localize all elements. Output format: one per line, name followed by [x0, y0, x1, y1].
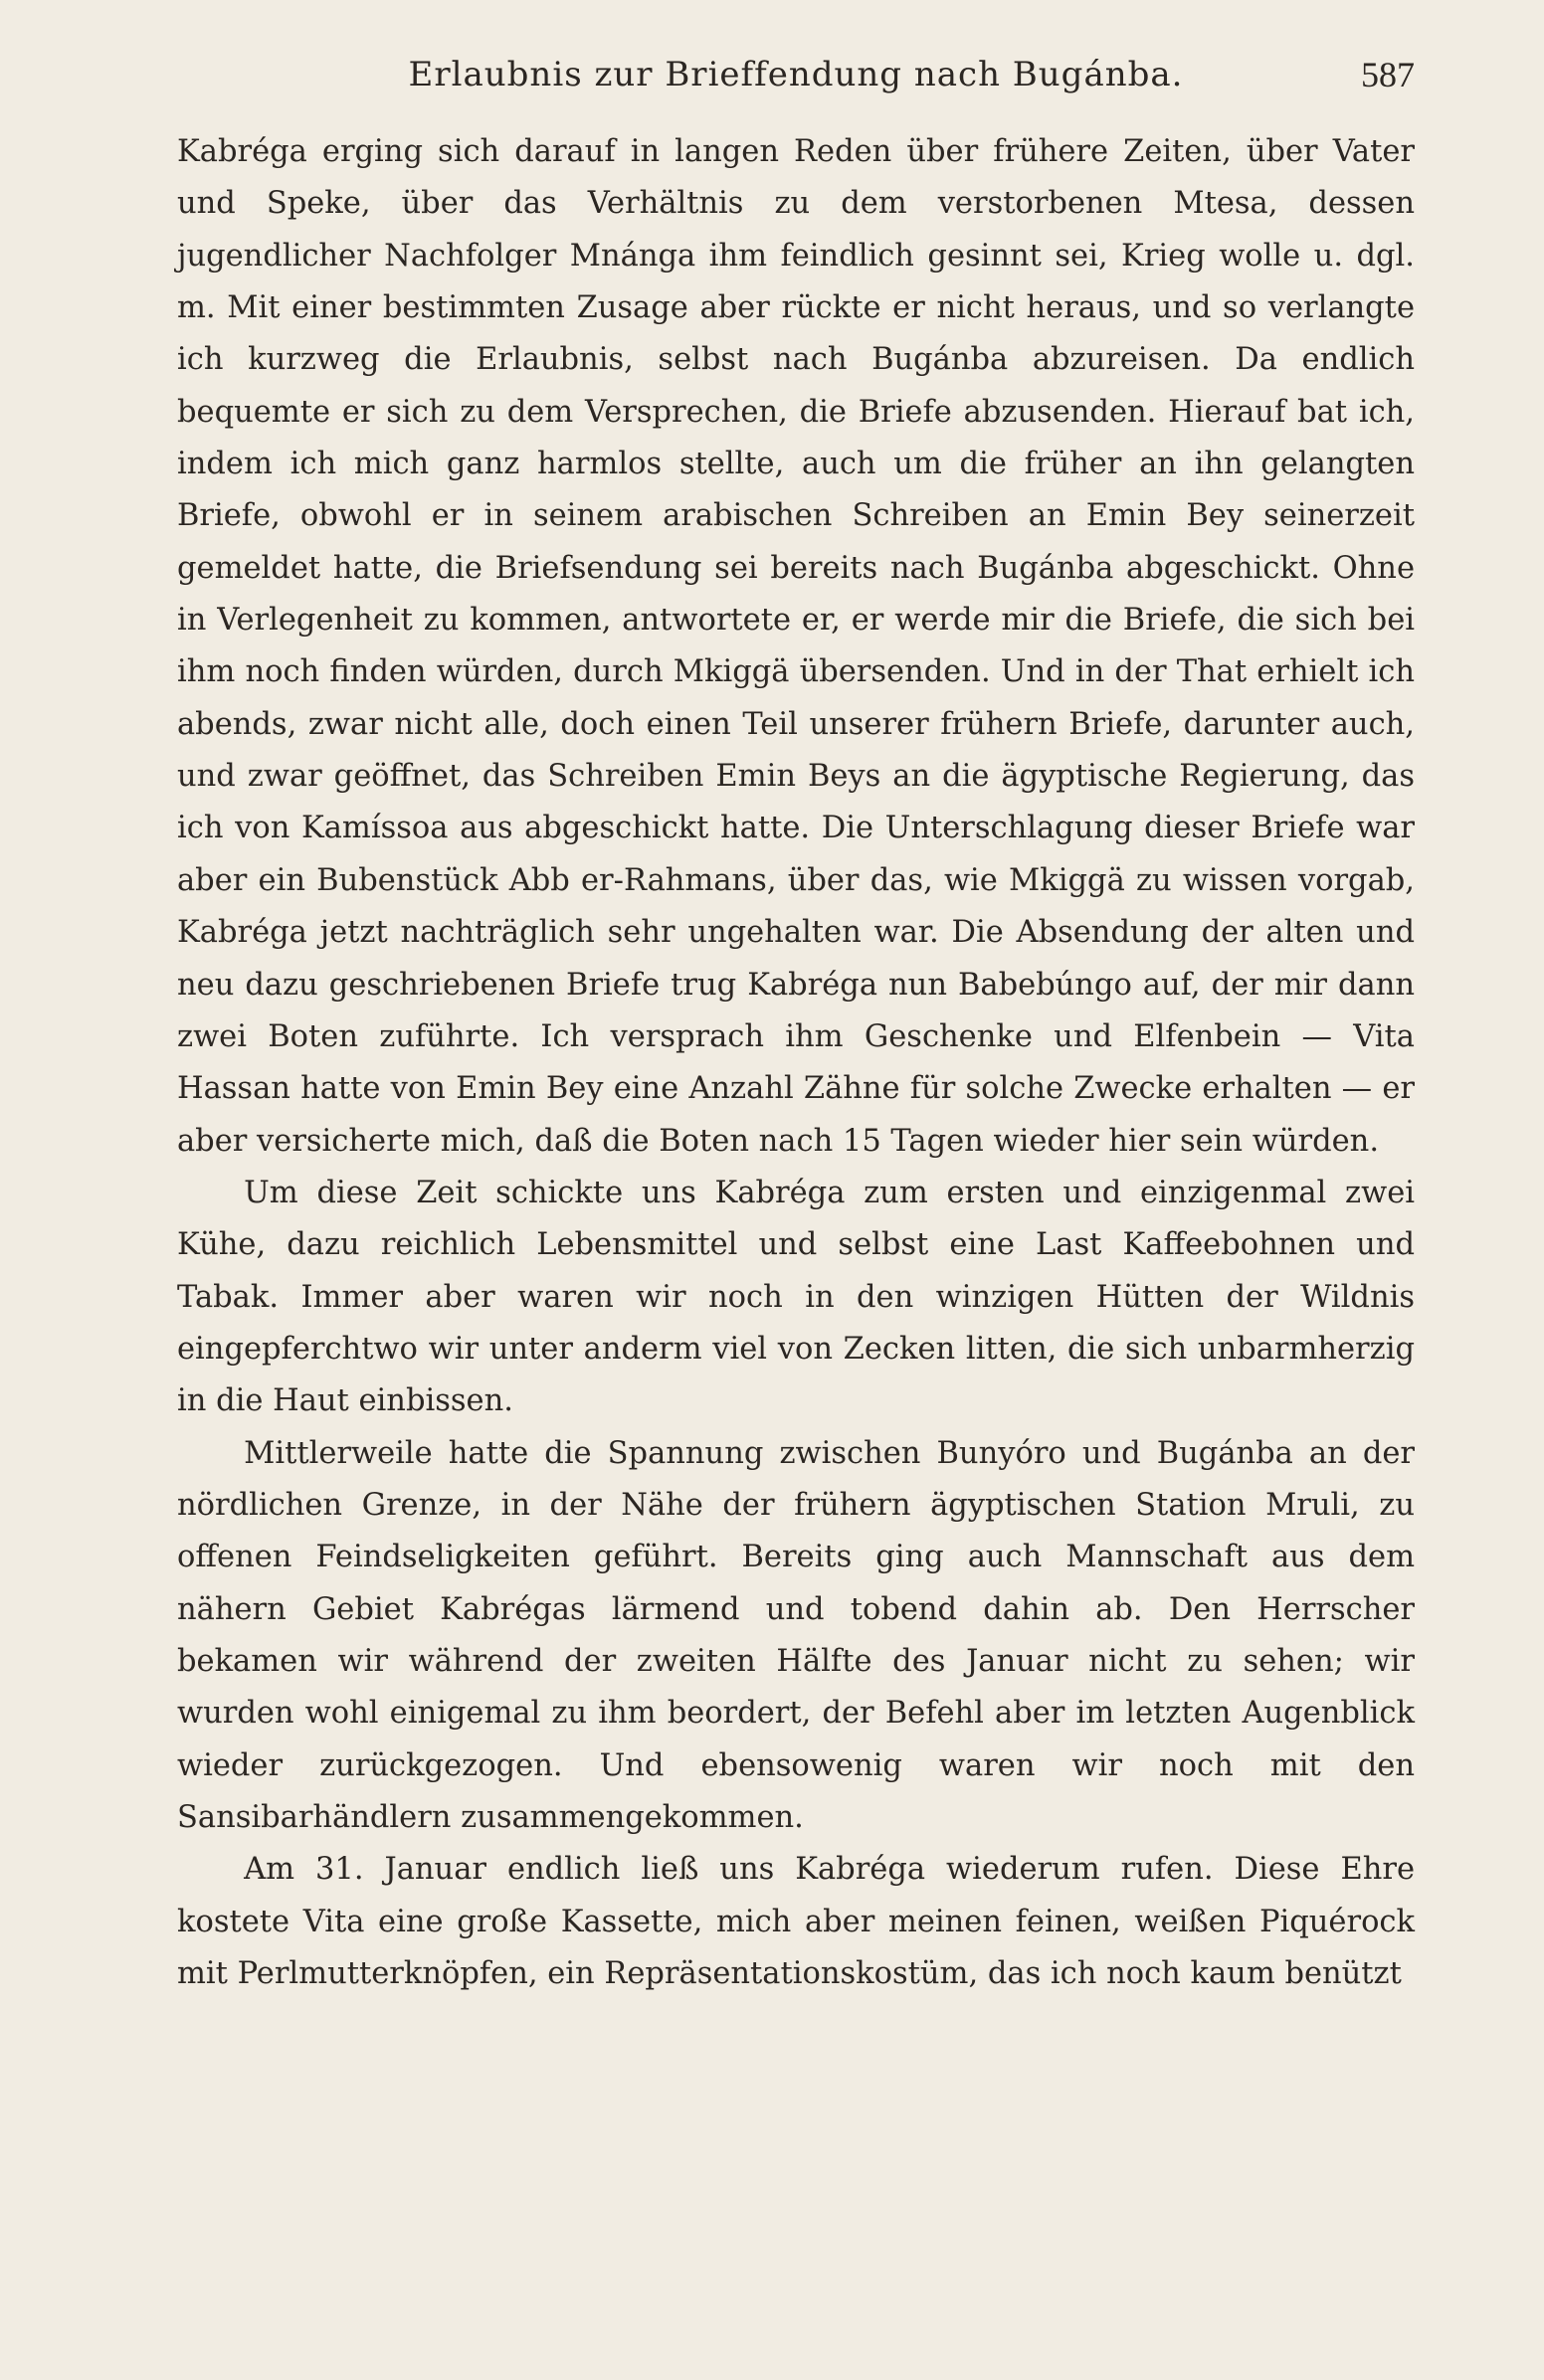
page-number: 587 [1361, 55, 1415, 94]
running-title: Erlaubnis zur Brieffendung nach Bugánba. [408, 55, 1184, 94]
paragraph: Um diese Zeit schickte uns Kabréga zum ersten und einzigenmal zwei Kühe, dazu reichlich Lebensmittel und selbst eine Last Kaffeebohnen und Tabak. Immer aber waren wir noch in den winzigen Hütten der Wildnis eingepferchtwo wir unter anderm viel von Zecken litten, die sich unbarmherzig in die Haut einbissen. [177, 1175, 1415, 1419]
running-head [177, 50, 1415, 99]
paragraph: Mittlerweile hatte die Spannung zwischen Bunyóro und Bugánba an der nördlichen Grenze, in der Nähe der frühern ägyptischen Station Mruli, zu offenen Feindseligkeiten geführt. Bereits ging auch Mannschaft aus dem nähern Gebiet Kabrégas lärmend und tobend dahin ab. Den Herrscher bekamen wir während der zweiten Hälfte des Januar nicht zu sehen; wir wurden wohl einigemal zu ihm beordert, der Befehl aber im letzten Augenblick wieder zurückgezogen. Und ebensowenig waren wir noch mit den Sansibarhändlern zusammengekommen. [177, 1435, 1415, 1835]
paragraph: Am 31. Januar endlich ließ uns Kabréga wiederum rufen. Diese Ehre kostete Vita eine große Kassette, mich aber meinen feinen, weißen Piquérock mit Perlmutterknöpfen, ein Repräsentationskostüm, das ich noch kaum benützt [177, 1852, 1415, 1992]
body-text [177, 126, 1415, 2000]
paragraph: Kabréga erging sich darauf in langen Reden über frühere Zeiten, über Vater und Speke, über das Verhältnis zu dem verstorbenen Mtesa, dessen jugendlicher Nachfolger Mnánga ihm feindlich gesinnt sei, Krieg wolle u. dgl. m. Mit einer bestimmten Zusage aber rückte er nicht heraus, und so verlangte ich kurzweg die Erlaubnis, selbst nach Bugánba abzureisen. Da endlich bequemte er sich zu dem Versprechen, die Briefe abzusenden. Hierauf bat ich, indem ich mich ganz harmlos stellte, auch um die früher an ihn gelangten Briefe, obwohl er in seinem arabischen Schreiben an Emin Bey seinerzeit gemeldet hatte, die Briefsendung sei bereits nach Bugánba abgeschickt. Ohne in Verlegenheit zu kommen, antwortete er, er werde mir die Briefe, die sich bei ihm noch finden würden, durch Mkiggä übersenden. Und in der That erhielt ich abends, zwar nicht alle, doch einen Teil unserer frühern Briefe, darunter auch, und zwar geöffnet, das Schreiben Emin Beys an die ägyptische Regierung, das ich von Kamíssoa aus abgeschickt hatte. Die Unterschlagung dieser Briefe war aber ein Bubenstück Abb er-Rahmans, über das, wie Mkiggä zu wissen vorgab, Kabréga jetzt nachträglich sehr ungehalten war. Die Absendung der alten und neu dazu geschriebenen Briefe trug Kabréga nun Babebúngo auf, der mir dann zwei Boten zuführte. Ich versprach ihm Geschenke und Elfenbein — Vita Hassan hatte von Emin Bey eine Anzahl Zähne für solche Zwecke erhalten — er aber versicherte mich, daß die Boten nach 15 Tagen wieder hier sein würden. [177, 134, 1415, 1159]
